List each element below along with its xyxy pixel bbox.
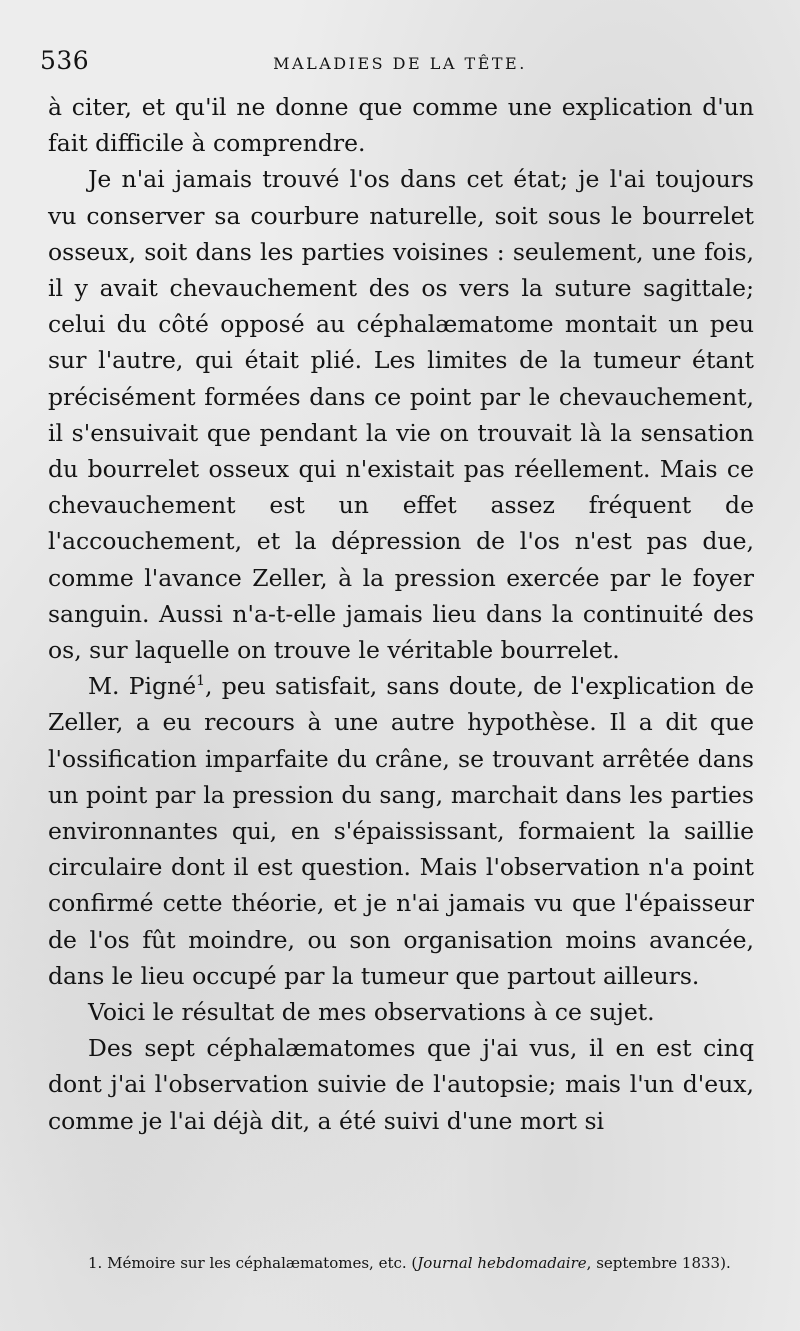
footnote-reference: 1 <box>196 673 206 690</box>
paragraph-results-intro: Voici le résultat de mes observations à ce sujet. <box>88 998 655 1027</box>
paragraph-pigne-rest: , peu satisfait, sans doute, de l'explication de Zeller, a eu recours à une autre hypothèse. Il a dit que l'ossification imparfaite du crâne, se trouvant arrêtée dans un point par la pression du sang, marchait dans les parties environnantes qui, en s'épaississant, formaient la saillie circulaire dont il est question. Mais l'observation n'a point confirmé cette théorie, et je n'ai jamais vu que l'épaisseur de l'os fût moindre, ou son organisation moins avancée, dans le lieu occupé par la tumeur que partout ailleurs. <box>48 672 754 990</box>
footnote-text-end: , septembre 1833). <box>586 1254 731 1272</box>
running-head: MALADIES DE LA TÊTE. <box>273 54 527 73</box>
footnote-journal-title: Journal hebdomadaire <box>417 1254 587 1272</box>
paragraph-bone-observation: Je n'ai jamais trouvé l'os dans cet état; je l'ai toujours vu conserver sa courbure naturelle, soit sous le bourrelet osseux, soit dans les parties voisines : seulement, une fois, il y avait chevauchement des os vers la suture sagittale; celui du côté opposé au céphalæmatome montait un peu sur l'autre, qui était plié. Les limites de la tumeur étant précisément formées dans ce point par le chevauchement, il s'ensuivait que pendant la vie on trouvait là la sensation du bourrelet osseux qui n'existait pas réellement. Mais ce chevauchement est un effet assez fréquent de l'accouchement, et la dépression de l'os n'est pas due, comme l'avance Zeller, à la pression exercée par le foyer sanguin. Aussi n'a-t-elle jamais lieu dans la continuité des os, sur laquelle on trouve le véritable bourrelet. <box>48 165 754 665</box>
paragraph-seven-cases: Des sept céphalæmatomes que j'ai vus, il en est cinq dont j'ai l'observation suivie de l'autopsie; mais l'un d'eux, comme je l'ai déjà dit, a été suivi d'une mort si <box>48 1034 754 1135</box>
footnote-text-start: Mémoire sur les céphalæmatomes, etc. ( <box>107 1254 418 1272</box>
paragraph-continuation: à citer, et qu'il ne donne que comme une explication d'un fait difficile à comprendre. <box>48 93 754 158</box>
footnote <box>50 1250 760 1276</box>
paragraph-pigne-hypothesis <box>48 668 754 994</box>
footnote-number: 1. <box>88 1254 103 1272</box>
body-text <box>48 89 754 1139</box>
page-header <box>40 42 760 82</box>
paragraph-pigne-start: M. Pigné <box>88 672 197 701</box>
page-number: 536 <box>40 46 90 75</box>
